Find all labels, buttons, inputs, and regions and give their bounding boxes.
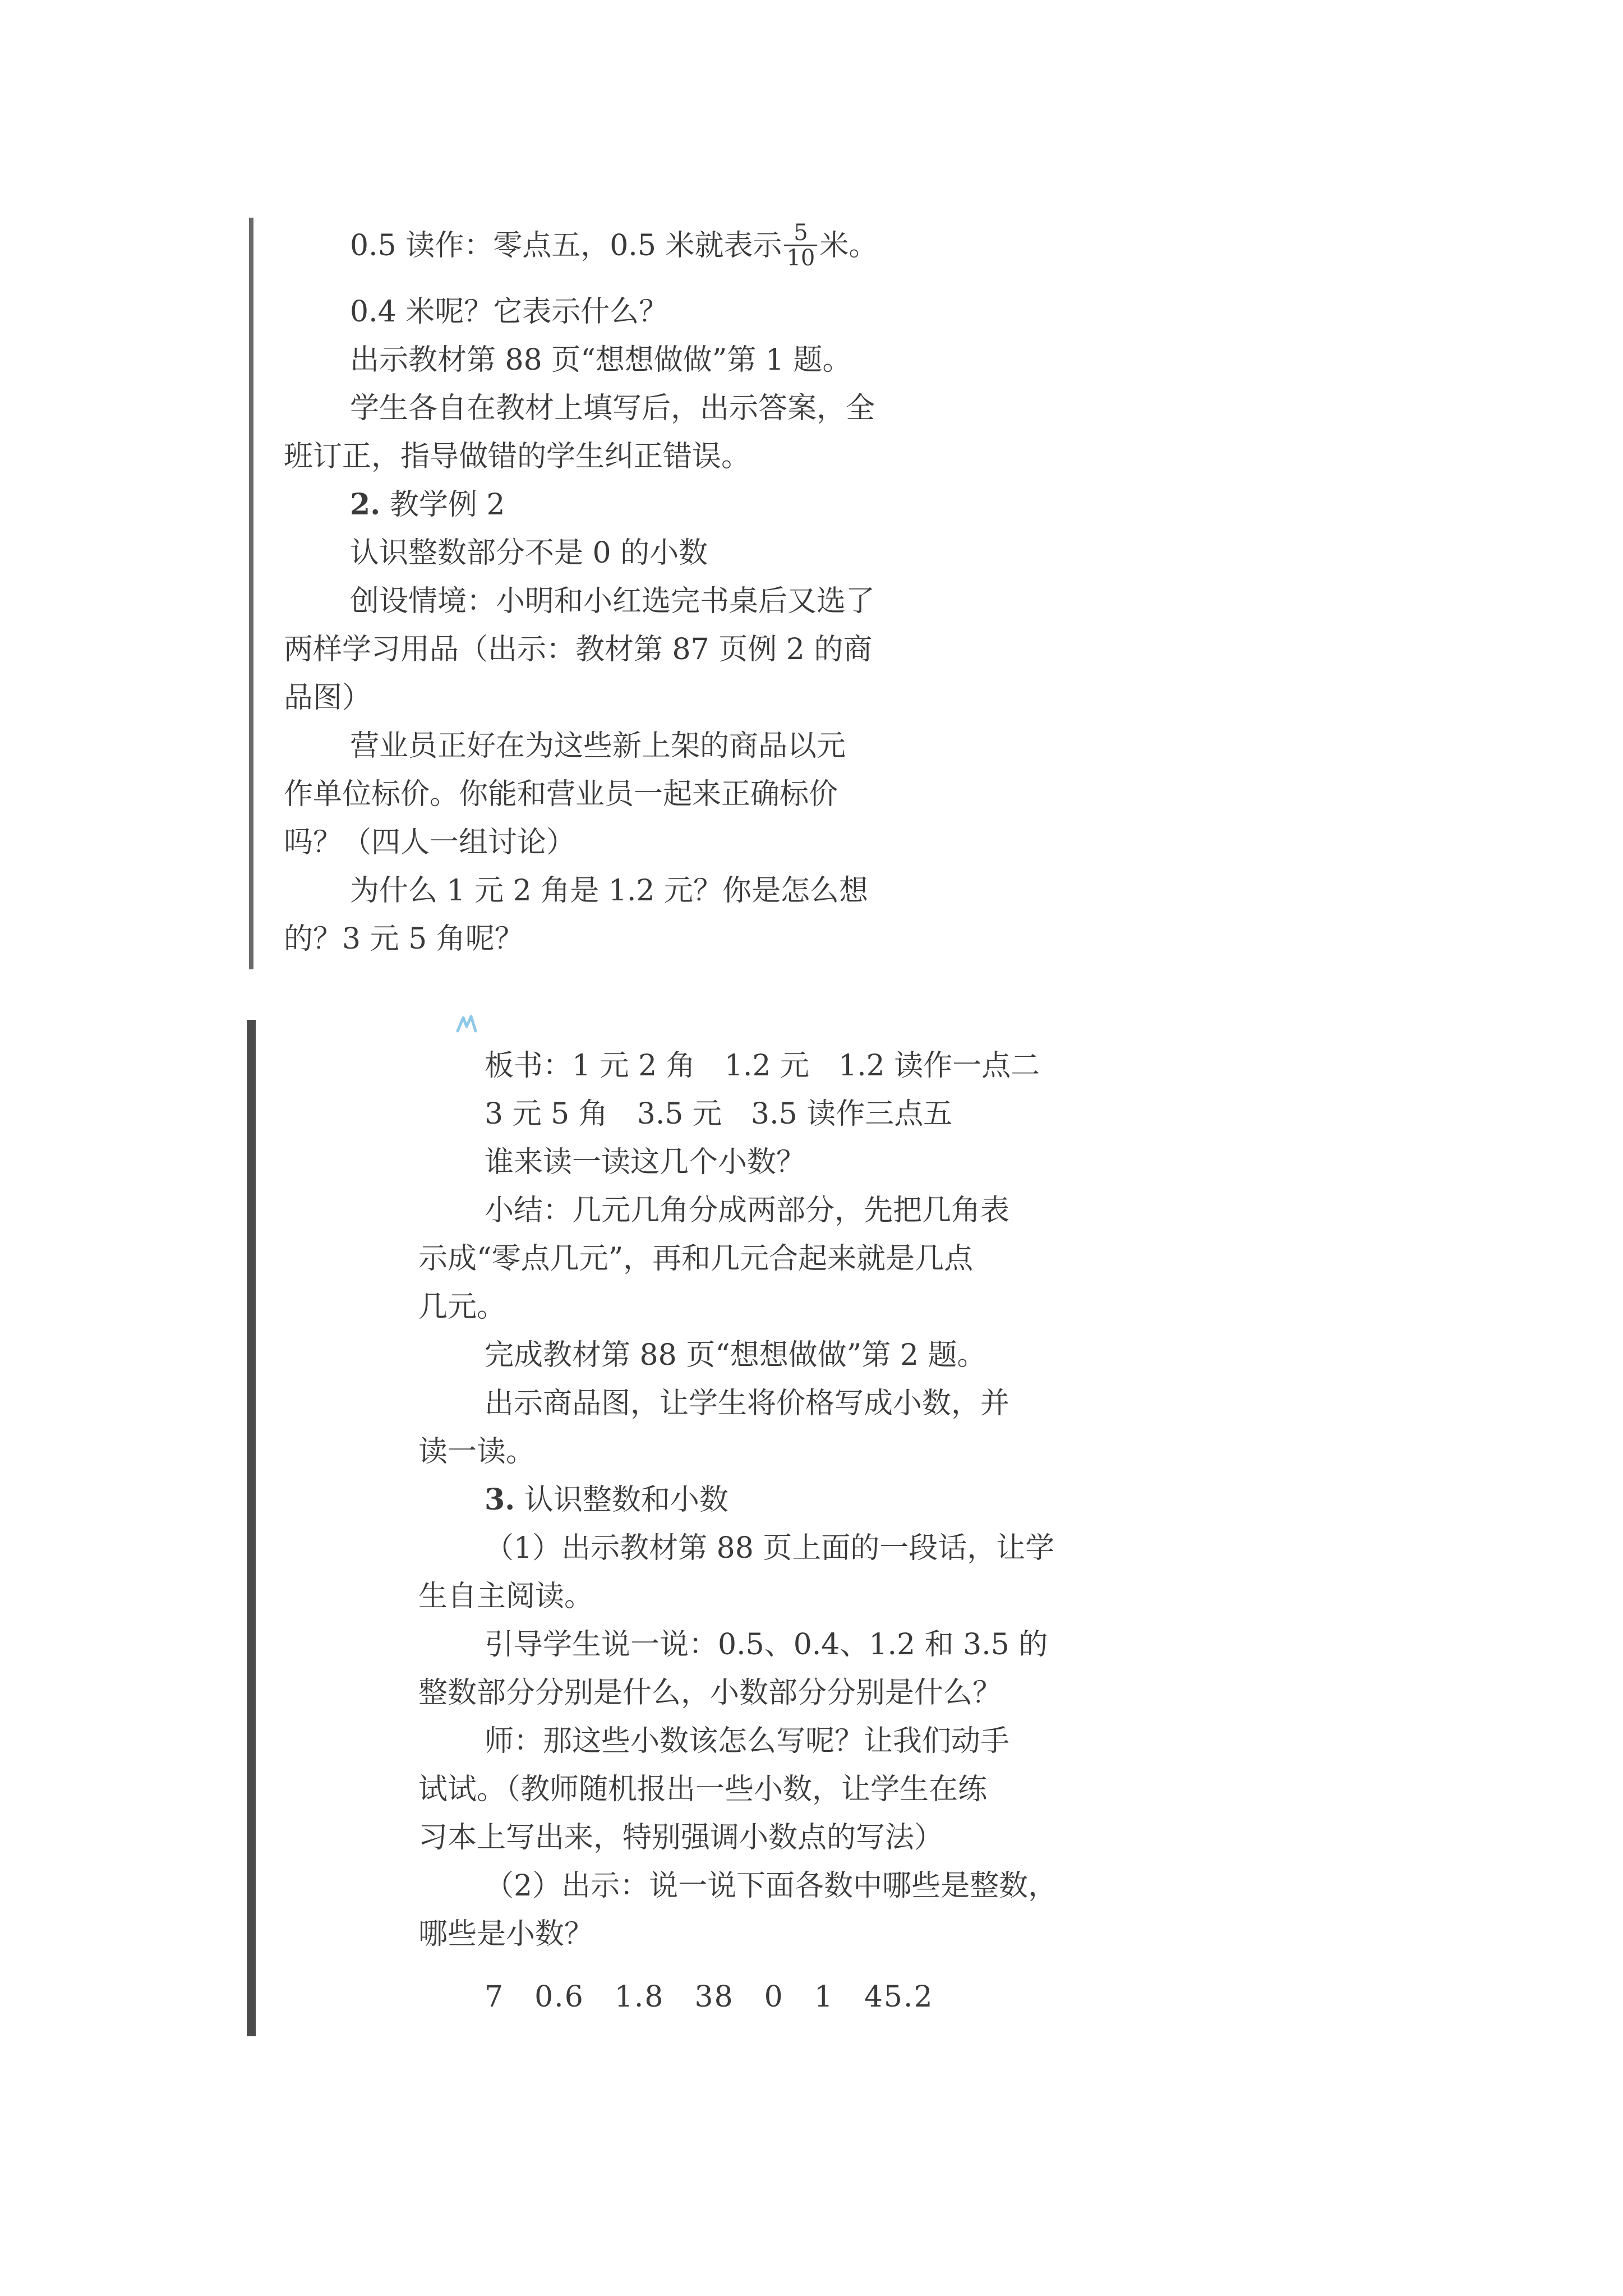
top-line-14: 为什么 1 元 2 角是 1.2 元？你是怎么想 bbox=[350, 874, 869, 908]
bottom-line-16: 试试。（教师随机报出一些小数，让学生在练 bbox=[418, 1773, 988, 1806]
bottom-heading-3 bbox=[485, 1483, 728, 1517]
bottom-line-9: 读一读。 bbox=[418, 1435, 536, 1469]
top-line-15: 的？3 元 5 角呢？ bbox=[284, 922, 524, 956]
heading-text: 教学例 2 bbox=[380, 488, 505, 522]
bottom-line-19: 哪些是小数？ bbox=[418, 1917, 594, 1951]
top-heading-example-2 bbox=[350, 488, 505, 522]
top-line-5: 班订正，指导做错的学生纠正错误。 bbox=[284, 440, 751, 473]
top-line-11: 营业员正好在为这些新上架的商品以元 bbox=[350, 729, 846, 763]
bottom-line-5: 示成“零点几元”，再和几元合起来就是几点 bbox=[418, 1242, 974, 1276]
bottom-line-4: 小结：几元几角分成两部分，先把几角表 bbox=[485, 1194, 1010, 1227]
bottom-line-7: 完成教材第 88 页“想想做做”第 2 题。 bbox=[485, 1338, 986, 1372]
ink-mark-icon bbox=[455, 1014, 478, 1034]
bottom-line-17: 习本上写出来，特别强调小数点的写法） bbox=[418, 1821, 944, 1855]
bottom-line-3: 谁来读一读这几个小数？ bbox=[485, 1145, 806, 1179]
top-line-13: 吗？（四人一组讨论） bbox=[284, 826, 576, 859]
top-line-1-tail: 米。 bbox=[819, 229, 878, 263]
fraction-denominator: 10 bbox=[786, 245, 815, 271]
top-line-3: 出示教材第 88 页“想想做做”第 1 题。 bbox=[350, 343, 852, 377]
bottom-line-18: （2）出示：说一说下面各数中哪些是整数， bbox=[485, 1869, 1058, 1903]
top-line-1-text: 0.5 读作：零点五，0.5 米就表示 bbox=[350, 229, 782, 263]
bottom-line-14: 整数部分分别是什么，小数部分分别是什么？ bbox=[418, 1676, 1002, 1710]
bottom-line-12: 生自主阅读。 bbox=[418, 1580, 594, 1613]
top-line-8: 创设情境：小明和小红选完书桌后又选了 bbox=[350, 585, 875, 618]
bottom-number-list: 7 0.6 1.8 38 0 1 45.2 bbox=[485, 1980, 934, 2014]
bottom-line-15: 师：那这些小数该怎么写呢？让我们动手 bbox=[485, 1724, 1010, 1758]
top-line-12: 作单位标价。你能和营业员一起来正确标价 bbox=[284, 777, 838, 811]
fraction-numerator: 5 bbox=[784, 221, 817, 246]
top-line-1 bbox=[350, 220, 878, 272]
heading-number: 2. bbox=[350, 487, 381, 522]
bottom-line-1: 板书：1 元 2 角 1.2 元 1.2 读作一点二 bbox=[485, 1049, 1040, 1083]
left-margin-bar-bottom bbox=[247, 1020, 256, 2036]
top-line-10: 品图） bbox=[284, 681, 372, 715]
bottom-line-11: （1）出示教材第 88 页上面的一段话，让学 bbox=[485, 1531, 1055, 1565]
heading-number: 3. bbox=[485, 1483, 515, 1517]
left-margin-bar-top bbox=[249, 218, 253, 969]
top-line-7: 认识整数部分不是 0 的小数 bbox=[350, 536, 708, 570]
bottom-line-6: 几元。 bbox=[418, 1290, 506, 1324]
heading-text: 认识整数和小数 bbox=[515, 1483, 728, 1517]
bottom-line-2: 3 元 5 角 3.5 元 3.5 读作三点五 bbox=[485, 1097, 953, 1131]
top-line-2: 0.4 米呢？它表示什么？ bbox=[350, 295, 668, 329]
top-line-9: 两样学习用品（出示：教材第 87 页例 2 的商 bbox=[284, 633, 873, 666]
top-line-4: 学生各自在教材上填写后，出示答案，全 bbox=[350, 392, 875, 425]
bottom-line-13: 引导学生说一说：0.5、0.4、1.2 和 3.5 的 bbox=[485, 1628, 1048, 1662]
bottom-line-8: 出示商品图，让学生将价格写成小数，并 bbox=[485, 1387, 1010, 1420]
fraction bbox=[784, 221, 817, 270]
